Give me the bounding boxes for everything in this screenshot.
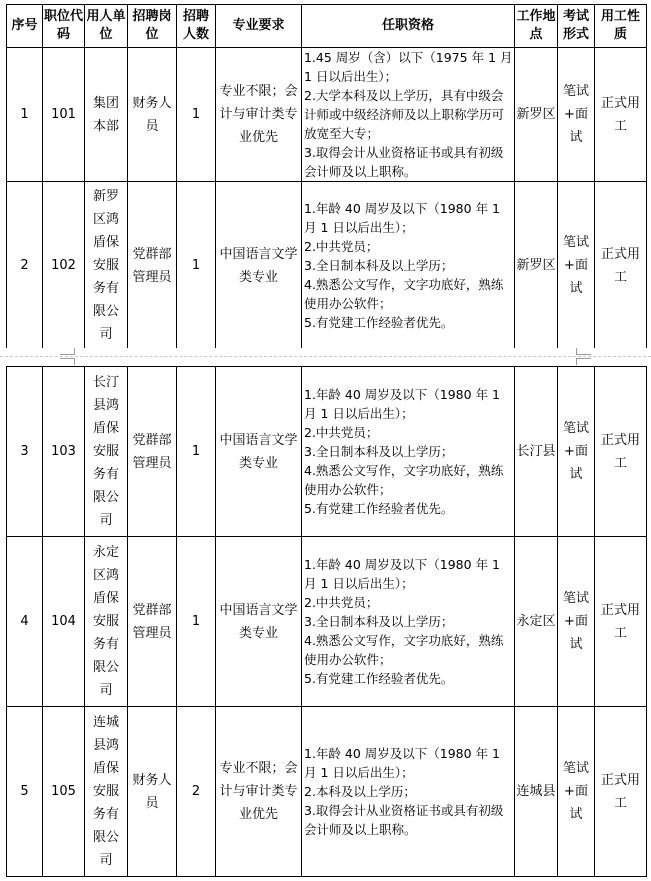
cell-seq: 1 [7,48,43,182]
cell-exam: 笔试+面试 [558,48,595,182]
cell-unit: 新罗区鸿盾保安服务有限公司 [85,182,128,350]
qualification-item: 1.年龄 40 周岁及以下（1980 年 1 月 1 日以后出生）； [304,387,500,421]
table-row [7,707,647,877]
cell-qual [302,707,515,877]
page-corner-mark [60,358,75,365]
cell-seq: 4 [7,537,43,707]
table-row [7,537,647,707]
qualification-item: 4.熟悉公文写作，文字功底好，熟练使用办公软件； [304,463,504,497]
cell-type: 正式用工 [595,182,647,350]
cell-code: 103 [43,367,85,537]
header-exam: 考试形式 [558,5,595,48]
cell-exam: 笔试+面试 [558,182,595,350]
cell-unit: 长汀县鸿盾保安服务有限公司 [85,367,128,537]
header-major: 专业要求 [216,5,302,48]
cell-seq: 2 [7,182,43,350]
cell-code: 101 [43,48,85,182]
qualification-item: 2.本科及以上学历； [304,784,416,799]
cell-code: 105 [43,707,85,877]
cell-qual [302,537,515,707]
qualification-item: 3.取得会计从业资格证书或具有初级会计师及以上职称。 [304,803,504,837]
cell-type: 正式用工 [595,537,647,707]
qualification-item: 3.全日制本科及以上学历； [304,258,454,273]
cell-unit: 集团本部 [85,48,128,182]
cell-post: 财务人员 [128,707,177,877]
cell-post: 财务人员 [128,48,177,182]
header-seq: 序号 [7,5,43,48]
qualification-item: 2.中共党员； [304,239,379,254]
qualification-item: 1.年龄 40 周岁及以下（1980 年 1 月 1 日以后出生）； [304,201,500,235]
cell-major: 专业不限；会计与审计类专业优先 [216,707,302,877]
cell-type: 正式用工 [595,367,647,537]
qualification-item: 4.熟悉公文写作，文字功底好，熟练使用办公软件； [304,633,504,667]
page-break [0,348,651,364]
page-corner-mark [60,348,75,355]
cell-qual [302,367,515,537]
cell-qual [302,48,515,182]
qualification-item: 2.中共党员； [304,595,379,610]
header-unit: 用人单位 [85,5,128,48]
cell-exam: 笔试+面试 [558,367,595,537]
table-row [7,367,647,537]
cell-major: 中国语言文学类专业 [216,537,302,707]
cell-qual [302,182,515,350]
table-row [7,48,647,182]
qualification-item: 4.熟悉公文写作，文字功底好，熟练使用办公软件； [304,277,504,311]
header-qual: 任职资格 [302,5,515,48]
header-code: 职位代码 [43,5,85,48]
cell-place: 新罗区 [515,48,558,182]
qualification-item: 3.全日制本科及以上学历； [304,614,454,629]
cell-unit: 永定区鸿盾保安服务有限公司 [85,537,128,707]
page-corner-mark [576,358,591,365]
header-post: 招聘岗位 [128,5,177,48]
recruitment-table-page-1 [6,4,647,350]
cell-post: 党群部管理员 [128,537,177,707]
cell-post: 党群部管理员 [128,367,177,537]
qualification-item: 5.有党建工作经验者优先。 [304,671,454,686]
page-corner-mark [576,348,591,355]
recruitment-table-page-2 [6,366,647,877]
qualification-item: 3.全日制本科及以上学历； [304,444,454,459]
cell-count: 1 [177,537,216,707]
cell-exam: 笔试+面试 [558,707,595,877]
cell-major: 中国语言文学类专业 [216,182,302,350]
cell-major: 中国语言文学类专业 [216,367,302,537]
header-place: 工作地点 [515,5,558,48]
qualification-item: 5.有党建工作经验者优先。 [304,501,454,516]
cell-type: 正式用工 [595,48,647,182]
cell-count: 2 [177,707,216,877]
qualification-item: 5.有党建工作经验者优先。 [304,315,454,330]
cell-seq: 5 [7,707,43,877]
cell-place: 长汀县 [515,367,558,537]
cell-count: 1 [177,182,216,350]
cell-exam: 笔试+面试 [558,537,595,707]
cell-code: 102 [43,182,85,350]
qualification-item: 1.45 周岁（含）以下（1975 年 1 月 1 日以后出生）； [304,50,513,84]
table-row [7,182,647,350]
qualification-item: 1.年龄 40 周岁及以下（1980 年 1 月 1 日以后出生）； [304,557,500,591]
cell-post: 党群部管理员 [128,182,177,350]
header-type: 用工性质 [595,5,647,48]
cell-seq: 3 [7,367,43,537]
cell-code: 104 [43,537,85,707]
cell-place: 连城县 [515,707,558,877]
cell-place: 永定区 [515,537,558,707]
cell-unit: 连城县鸿盾保安服务有限公司 [85,707,128,877]
cell-count: 1 [177,367,216,537]
header-count: 招聘人数 [177,5,216,48]
cell-major: 专业不限；会计与审计类专业优先 [216,48,302,182]
cell-type: 正式用工 [595,707,647,877]
qualification-item: 2.大学本科及以上学历，具有中级会计师或中级经济师及以上职称学历可放宽至大专； [304,88,505,141]
cell-count: 1 [177,48,216,182]
qualification-item: 2.中共党员； [304,425,379,440]
qualification-item: 1.年龄 40 周岁及以下（1980 年 1 月 1 日以后出生）； [304,746,500,780]
qualification-item: 3.取得会计从业资格证书或具有初级会计师及以上职称。 [304,145,504,179]
header-row [7,5,647,48]
cell-place: 新罗区 [515,182,558,350]
